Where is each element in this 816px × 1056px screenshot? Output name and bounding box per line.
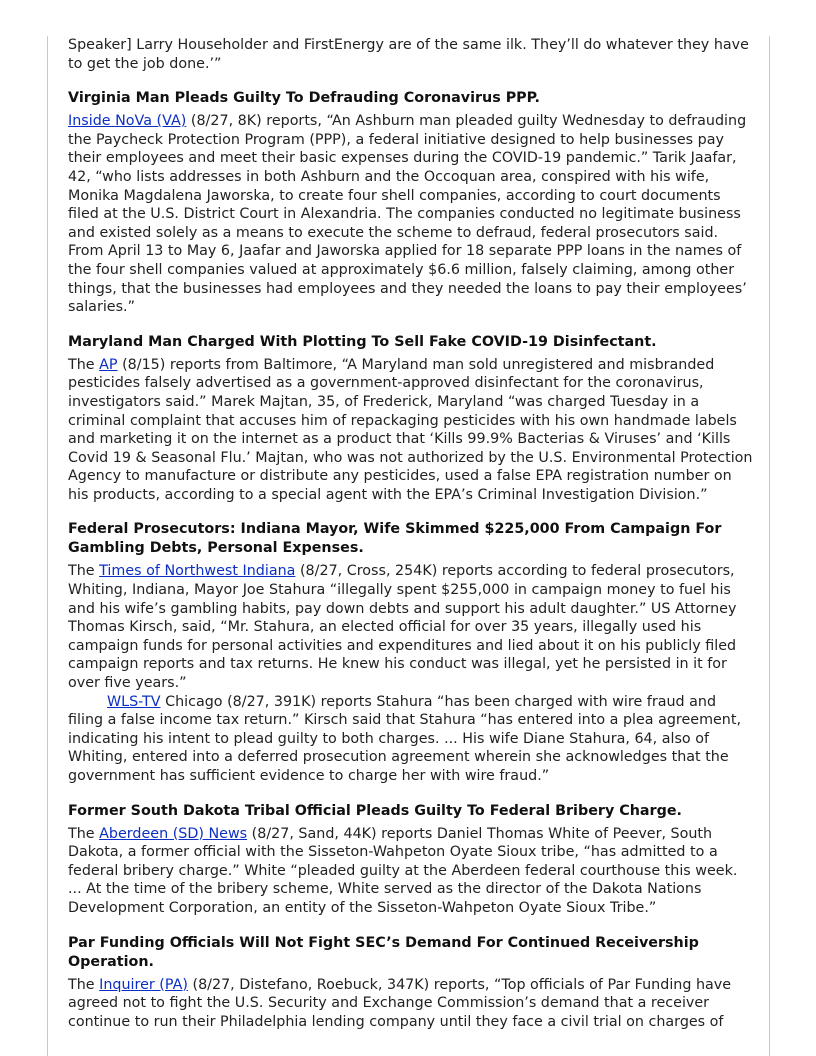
- article-text: (8/27, Cross, 254K) reports according to federal prosecutors, Whiting, Indiana, Mayor Joe Stahura “illegally spent $255,000 in campaign money to fuel his and his wife’s gambling habits, pay down debts and support his adult daughter.” US Attorney Thomas Kirsch, said, “Mr. Stahura, an elected official for over 35 years, illegally used his campaign funds for personal activities and expenditures and lied about it on his publicly filed campaign reports and tax returns. He knew his conduct was illegal, yet he persisted in it for over five years.”: [68, 563, 737, 692]
- source-link[interactable]: Times of Northwest Indiana: [99, 563, 296, 580]
- article-lead: The: [68, 976, 100, 993]
- source-link[interactable]: WLS-TV: [107, 693, 161, 710]
- article-headline: Former South Dakota Tribal Official Pleads Guilty To Federal Bribery Charge.: [68, 802, 682, 819]
- article-lead: The: [68, 825, 100, 842]
- article-paragraph: [68, 693, 754, 786]
- article-south-dakota-bribery: [68, 802, 754, 918]
- article-headline: Virginia Man Pleads Guilty To Defrauding Coronavirus PPP.: [68, 90, 540, 107]
- article-lead: The: [68, 356, 100, 373]
- article-headline: Maryland Man Charged With Plotting To Sell Fake COVID-19 Disinfectant.: [68, 333, 657, 350]
- source-link[interactable]: AP: [99, 356, 118, 373]
- source-link[interactable]: Inquirer (PA): [99, 976, 188, 993]
- article-indiana-mayor: [68, 520, 754, 785]
- intro-paragraph: Speaker] Larry Householder and FirstEnergy are of the same ilk. They’ll do whatever they have to get the job done.’”: [68, 37, 749, 72]
- article-lead: The: [68, 563, 100, 580]
- article-par-funding: [68, 934, 754, 1032]
- article-paragraph: [68, 825, 754, 918]
- article-paragraph: [68, 976, 754, 1032]
- article-text: Chicago (8/27, 391K) reports Stahura “has been charged with wire fraud and filing a false income tax return.” Kirsch said that Stahura “has entered into a plea agreement, indicating his intent to plead guilty to both charges. ... His wife Diane Stahura, 64, also of Whiting, entered into a deferred prosecution agreement wherein she acknowledges that the government has sufficient evidence to charge her with wire fraud.”: [68, 693, 742, 784]
- article-headline: Federal Prosecutors: Indiana Mayor, Wife Skimmed $225,000 From Campaign For Gambling Debts, Personal Expenses.: [68, 521, 722, 557]
- source-link[interactable]: Inside NoVa (VA): [68, 113, 187, 130]
- source-link[interactable]: Aberdeen (SD) News: [99, 825, 248, 842]
- article-paragraph: [68, 562, 754, 692]
- article-text: (8/27, 8K) reports, “An Ashburn man pleaded guilty Wednesday to defrauding the Paycheck Protection Program (PPP), a federal initiative designed to help businesses pay their employees and meet their basic expenses during the COVID-19 pandemic.” Tarik Jaafar, 42, “who lists addresses in both Ashburn and the Occoquan area, conspired with his wife, Monika Magdalena Jaworska, to create four shell companies, according to court documents filed at the U.S. District Court in Alexandria. The companies conducted no legitimate business and existed solely as a means to execute the scheme to defraud, federal prosecutors said. From April 13 to May 6, Jaafar and Jaworska applied for 18 separate PPP loans in the names of the four shell companies valued at approximately $6.6 million, falsely claiming, among other things, that the businesses had employees and they needed the loans to pay their employees’ salaries.”: [68, 113, 747, 316]
- article-paragraph: [68, 356, 754, 505]
- article-paragraph: [68, 112, 754, 317]
- article-text: (8/27, Distefano, Roebuck, 347K) reports, “Top officials of Par Funding have agreed not to fight the U.S. Security and Exchange Commission’s demand that a receiver continue to run their Philadelphia lending company until they face a civil trial on charges of: [68, 976, 732, 1030]
- article-text: (8/27, Sand, 44K) reports Daniel Thomas White of Peever, South Dakota, a former official with the Sisseton-Wahpeton Oyate Sioux tribe, “has admitted to a federal bribery charge.” White “pleaded guilty at the Aberdeen federal courthouse this week. ... At the time of the bribery scheme, White served as the director of the Dakota Nations Development Corporation, an entity of the Sisseton-Wahpeton Oyate Sioux Tribe.”: [68, 825, 738, 916]
- article-maryland-disinfectant: [68, 333, 754, 505]
- document-body: [68, 36, 754, 1031]
- article-headline: Par Funding Officials Will Not Fight SEC’s Demand For Continued Receivership Operation.: [68, 934, 699, 970]
- article-text: (8/15) reports from Baltimore, “A Maryland man sold unregistered and misbranded pesticides falsely advertised as a government-approved disinfectant for the coronavirus, investigators said.” Marek Majtan, 35, of Frederick, Maryland “was charged Tuesday in a criminal complaint that accuses him of repackaging pesticides with his own handmade labels and marketing it on the internet as a product that ‘Kills 99.9% Bacterias & Viruses’ and ‘Kills Covid 19 & Seasonal Flu.’ Majtan, who was not authorized by the U.S. Environmental Protection Agency to manufacture or distribute any pesticides, used a false EPA registration number on his products, according to a special agent with the EPA’s Criminal Investigation Division.”: [68, 356, 753, 503]
- article-virginia-ppp: [68, 89, 754, 317]
